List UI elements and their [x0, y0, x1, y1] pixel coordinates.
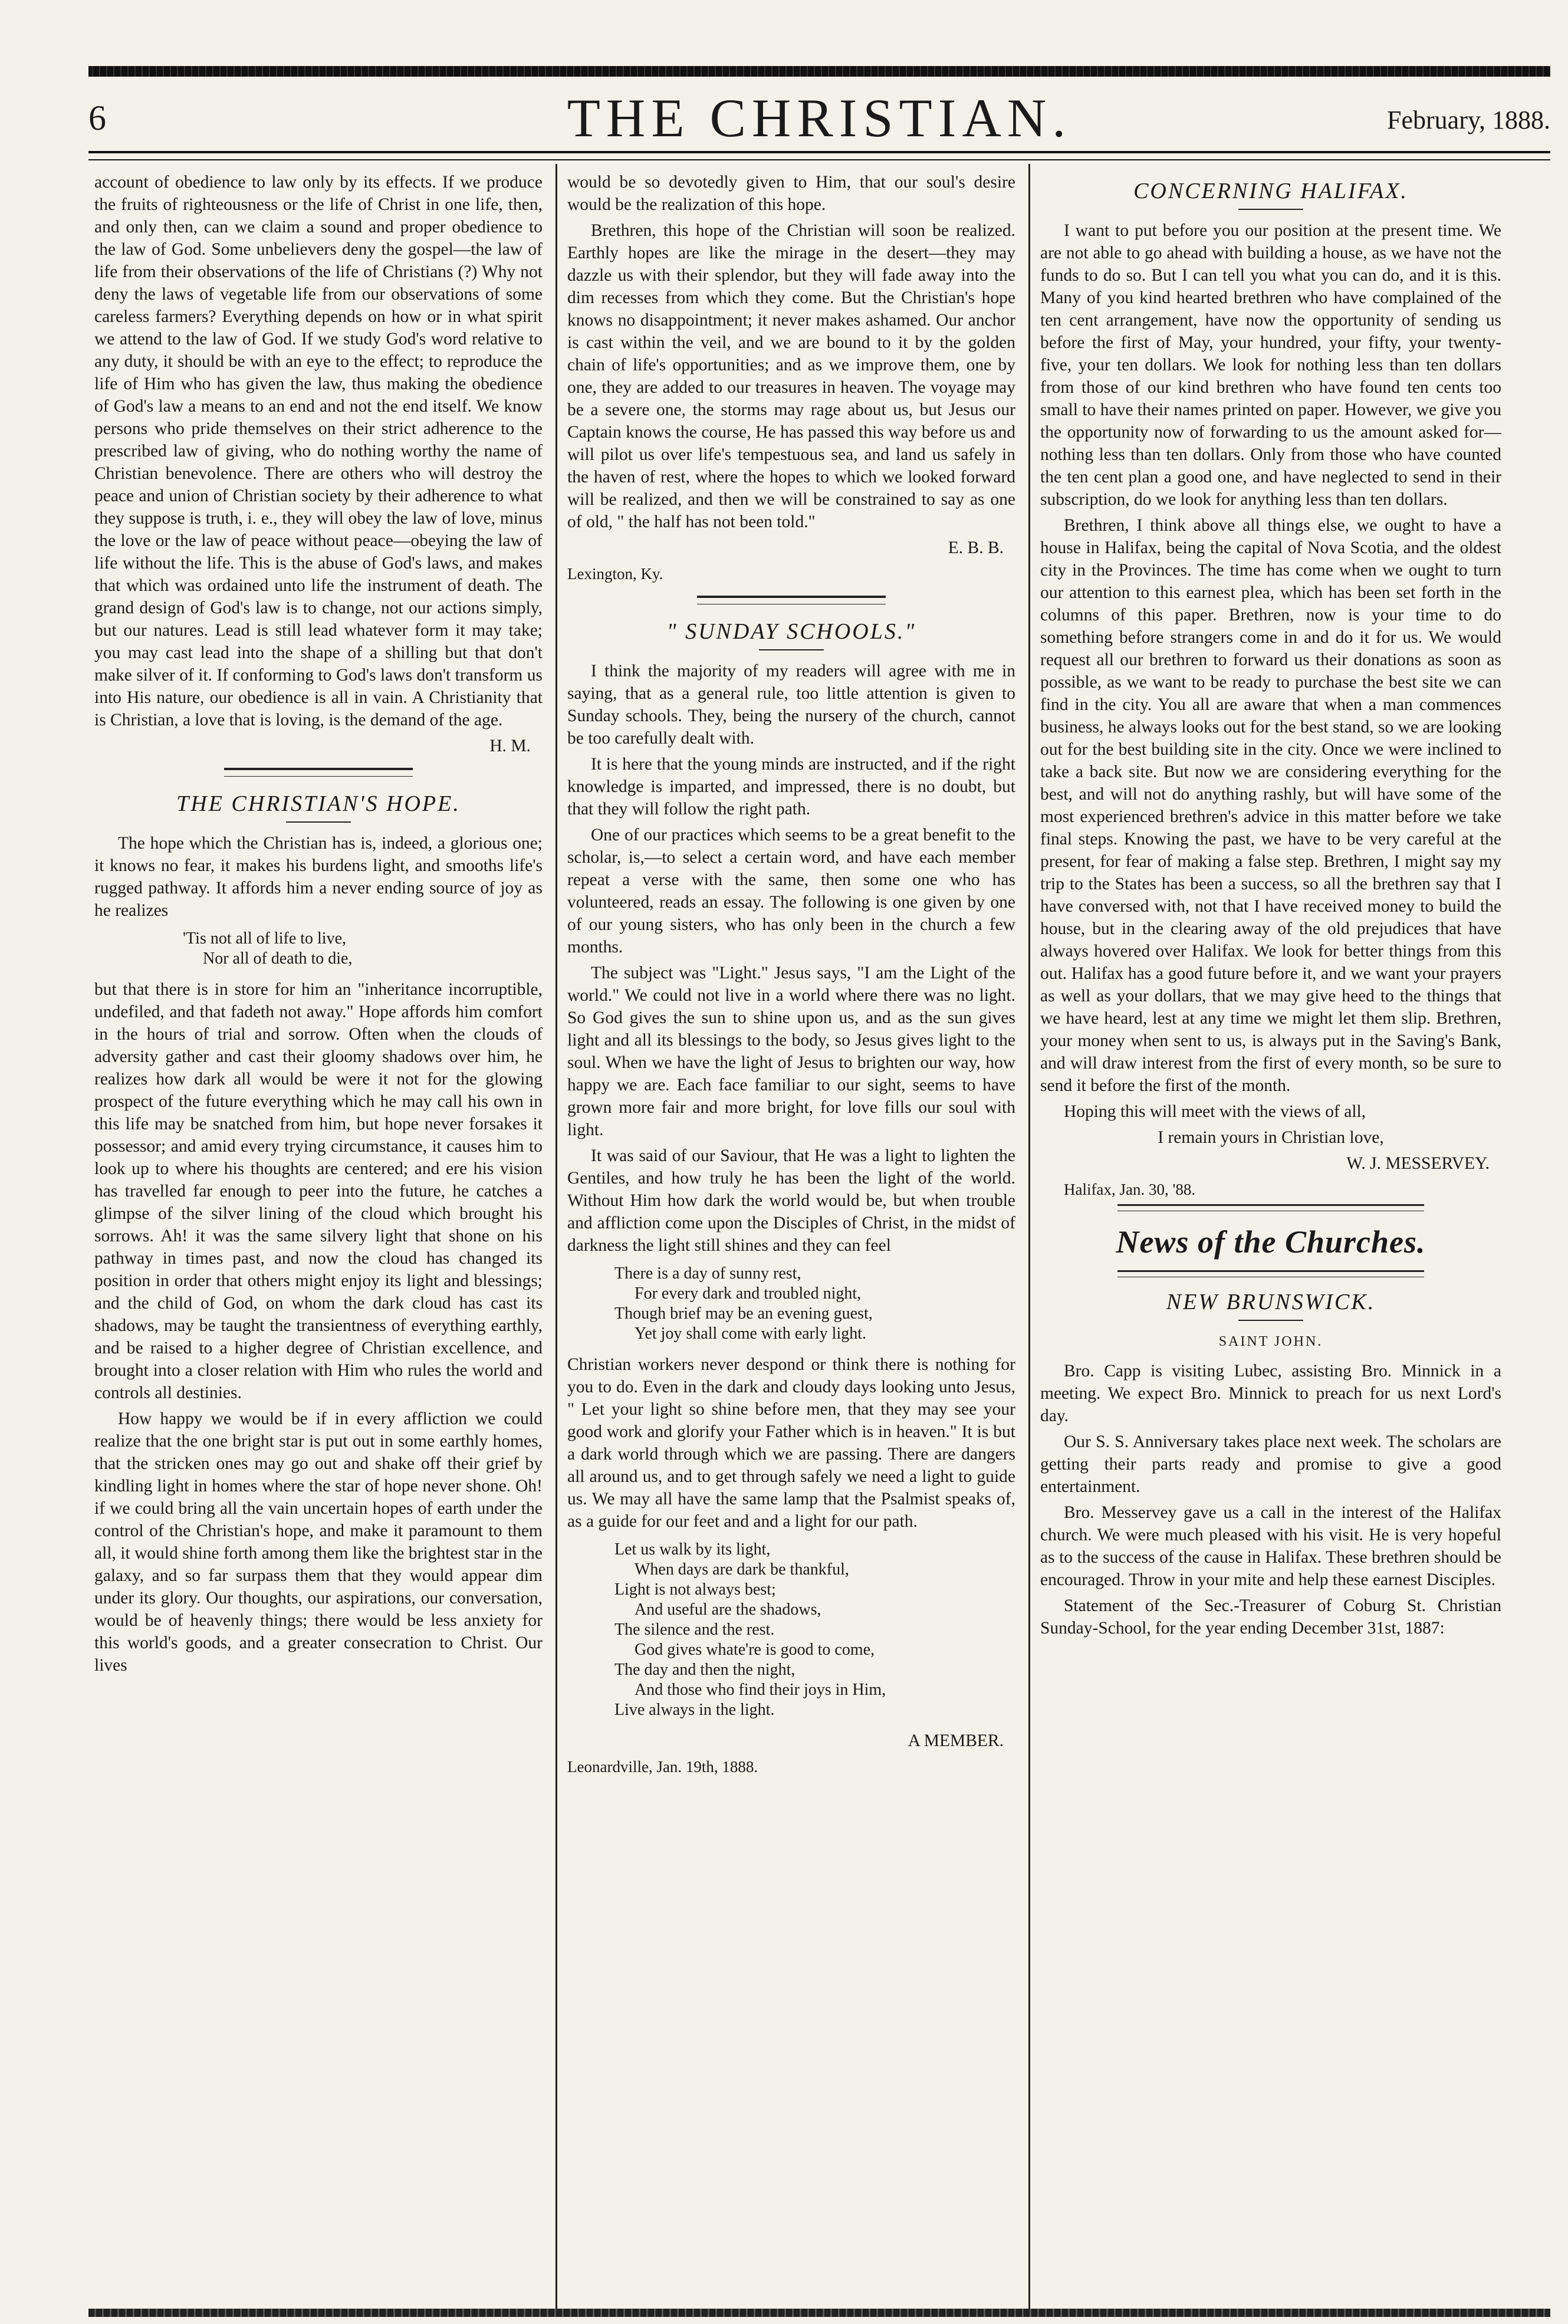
- verse-line: Nor all of death to die,: [203, 949, 353, 968]
- article-paragraph: Hoping this will meet with the views of all,: [1064, 1102, 1366, 1121]
- header-rule-thin: [88, 159, 1550, 160]
- section-divider: [224, 768, 413, 777]
- title-underline: [759, 649, 824, 650]
- page-number: 6: [88, 98, 106, 137]
- poem-line: Light is not always best;: [614, 1580, 776, 1599]
- article-paragraph: Brethren, this hope of the Christian will soon be realized. Earthly hopes are like the mirage in the desert—they may dazzle us with their splendor, but they will fade away into the dim recesses from which they come. But the Christian's hope knows no disappointment; it never makes ashamed. Our anchor is cast within the veil, and we are bound to it by the golden chain of life's opportunities; and as we improve them, one by one, they are added to our treasures in heaven. The voyage may be a severe one, the storms may rage about us, but Jesus our Captain knows the course, He has passed this way before us and will pilot us over life's tempestuous sea, and land us safely in the haven of rest, where the hopes to which we looked forward will be realized, and then we will be constrained to say as one of old, " the half has not been told.": [567, 221, 1015, 531]
- poem-line: The silence and the rest.: [614, 1620, 775, 1639]
- article-dateline: Lexington, Ky.: [567, 565, 663, 583]
- verse-quote: [94, 929, 543, 969]
- column-divider: [555, 164, 557, 2312]
- article-paragraph: Christian workers never despond or think there is nothing for you to do. Even in the dark and cloudy days looking unto Jesus, " Let your light so shine before men, that they may see your good work and glorify your Father which is in heaven." It is but a dark world through which we are passing. There are dangers all around us, and to get through safely we need a light to guide us. We may all have the same lamp that the Psalmist speaks of, as a guide for our feet and and a light for our path.: [567, 1355, 1015, 1531]
- poem-line: Live always in the light.: [614, 1701, 775, 1719]
- section-heading-news: News of the Churches.: [1116, 1224, 1426, 1260]
- article-dateline: Halifax, Jan. 30, '88.: [1064, 1181, 1196, 1198]
- verse-line: 'Tis not all of life to live,: [183, 929, 347, 948]
- poem-line: Though brief may be an evening guest,: [614, 1304, 873, 1323]
- letter-closing: I remain yours in Christian love,: [1158, 1128, 1384, 1147]
- title-underline: [1238, 209, 1303, 210]
- header-rule: [88, 151, 1550, 153]
- article-title-christians-hope: THE CHRISTIAN'S HOPE.: [176, 791, 461, 816]
- article-paragraph: but that there is in store for him an "inheritance incorruptible, undefiled, and that fadeth not away." Hope affords him comfort in the hours of trial and sorrow. Often when the clouds of adversity gather and cast their gloomy shadows over him, he realizes how dark all would be were it not for the glowing prospect of the future everything which he may call his own in this life may be snatched from him, but hope never forsakes it possessor; and amid every trying circumstance, it causes him to look up to where his thoughts are centered; and ere his vision has travelled far enough to peer into the future, he catches a glimpse of the silver lining of the cloud which brought his sorrows. Ah! it was the same silvery light that shone on his pathway in times past, and now the cloud has changed its position in order that others might enjoy its light and blessings; and the child of God, on whom the dark cloud has cast its shadows, may be taught the transientness of everything earthly, and be raised to a higher degree of Christian excellence, and brought into a closer relation with Him who rules the world and controls all destinies.: [94, 980, 543, 1402]
- news-item: Statement of the Sec.-Treasurer of Coburg St. Christian Sunday-School, for the year ending December 31st, 1887:: [1040, 1596, 1501, 1638]
- article-paragraph: The hope which the Christian has is, indeed, a glorious one; it knows no fear, it makes his burdens light, and smooths life's rugged pathway. It affords him a never ending source of joy as he realizes: [94, 834, 543, 920]
- section-divider: [697, 596, 886, 604]
- article-title-sunday-schools: " SUNDAY SCHOOLS.": [666, 619, 916, 644]
- news-item: Our S. S. Anniversary takes place next week. The scholars are getting their parts ready and promise to give a good entertainment.: [1040, 1432, 1501, 1496]
- article-paragraph: One of our practices which seems to be a great benefit to the scholar, is,—to select a certain word, and have each member repeat a verse with the same, then some one who has volunteered, reads an essay. The following is one given by one of our young sisters, who has only been in the church a few months.: [567, 826, 1015, 956]
- article-paragraph: I want to put before you our position at the present time. We are not able to go ahead with building a house, as we have not the funds to do so. But I can tell you what you can do, and it is this. Many of you kind hearted brethren who have complained of the ten cent arrangement, have now the opportunity of sending us before the first of May, your hundred, your fifty, your twenty-five, your ten dollars. We look for nothing less than ten dollars from those of our kind brethren who have found ten cents too small to have their names printed on paper. However, we give you the opportunity now of forwarding to us the amount asked for—nothing less than ten dollars. Only from those who have counted the ten cent plan a good one, and have neglected to send in their subscription, do we look for anything less than ten dollars.: [1040, 221, 1501, 509]
- masthead: [88, 88, 1550, 147]
- poem-line: For every dark and troubled night,: [635, 1284, 862, 1303]
- article-paragraph: It was said of our Saviour, that He was a light to lighten the Gentiles, and how truly he has been the light of the world. Without Him how dark the world would be, but when trouble and affliction come upon the Disciples of Christ, in the midst of darkness the light still shines and they can feel: [567, 1146, 1015, 1255]
- poem-line: And useful are the shadows,: [635, 1600, 821, 1619]
- article-paragraph: It is here that the young minds are instructed, and if the right knowledge is imparted, and impressed, there is no doubt, but that they will follow the right path.: [567, 755, 1015, 819]
- article-paragraph: would be so devotedly given to Him, that our soul's desire would be the realization of this hope.: [567, 173, 1015, 214]
- poem-line: Let us walk by its light,: [614, 1540, 771, 1559]
- subsection-title-new-brunswick: NEW BRUNSWICK.: [1166, 1290, 1376, 1314]
- poem-line: The day and then the night,: [614, 1661, 795, 1679]
- article-signature: E. B. B.: [948, 538, 1004, 557]
- column-2: [567, 171, 1015, 2318]
- poem-line: And those who find their joys in Him,: [635, 1681, 886, 1699]
- poem-walk-by-light: [567, 1540, 1015, 1720]
- news-item: Bro. Messervey gave us a call in the interest of the Halifax church. We were much pleased with his visit. He is very hopeful as to the success of the cause in Halifax. These brethren should be encouraged. Throw in your mite and help these earnest Disciples.: [1040, 1503, 1501, 1589]
- column-divider: [1028, 164, 1030, 2312]
- paper-title: THE CHRISTIAN.: [567, 88, 1072, 148]
- poem-line: When days are dark be thankful,: [635, 1560, 849, 1579]
- article-dateline: Leonardville, Jan. 19th, 1888.: [567, 1758, 758, 1776]
- column-3: [1040, 171, 1501, 2318]
- column-1: [94, 171, 543, 2318]
- article-signature: A MEMBER.: [908, 1731, 1004, 1750]
- section-divider: [1117, 1204, 1424, 1211]
- article-paragraph: I think the majority of my readers will agree with me in saying, that as a general rule, too little attention is given to Sunday schools. They, being the nursery of the church, cannot be too carefully dealt with.: [567, 662, 1015, 748]
- bottom-border-rule: [88, 2309, 1550, 2317]
- title-underline: [286, 821, 351, 823]
- article-signature: H. M.: [489, 737, 531, 755]
- article-paragraph: account of obedience to law only by its effects. If we produce the fruits of righteousness or the life of Christ in one life, then, and only then, can we claim a sound and proper obedience to the law of God. Some unbelievers deny the gospel—the law of life from their observations of the life of Christians (?) Why not deny the laws of vegetable life from our observations of some careless farmers? Everything depends on how or in what spirit we attend to the law of God. If we study God's word relative to any duty, it should be with an eye to the effect; to reproduce the life of Him who has given the law, thus making the obedience of God's law a means to an end and not the end itself. We know persons who pride themselves on their strict adherence to the prescribed law of giving, who do nothing worthy the name of Christian benevolence. There are others who will destroy the peace and union of Christian society by their adherence to what they suppose is truth, i. e., they will obey the law of love, minus the love or the law of peace without peace—obeying the law of life without the life. This is the abuse of God's laws, and makes that which was ordained unto life the instrument of death. The grand design of God's law is to change, not our actions simply, but our natures. Lead is still lead whatever form it may take; you may cast lead into the shape of a shilling but that don't make silver of it. If conforming to God's laws don't transform us into His nature, our obedience is all in vain. A Christianity that is Christian, a love that is loving, is the demand of the age.: [94, 173, 543, 729]
- locality-heading: SAINT JOHN.: [1218, 1334, 1323, 1349]
- poem-line: Yet joy shall come with early light.: [635, 1324, 866, 1343]
- title-underline: [1238, 1320, 1303, 1321]
- issue-date: February, 1888.: [1387, 106, 1550, 134]
- news-item: Bro. Capp is visiting Lubec, assisting Bro. Minnick in a meeting. We expect Bro. Minnick to preach for us next Lord's day.: [1040, 1362, 1501, 1425]
- top-border-rule: [88, 66, 1550, 77]
- article-paragraph: How happy we would be if in every affliction we could realize that the one bright star is put out in some earthly homes, that the stricken ones may go out and shake off their grief by kindling light in homes where the star of hope never shone. Oh! if we could bring all the vain uncertain hopes of earth under the control of the Christian's hope, and make it paramount to them all, it would shine forth among them like the brightest star in the galaxy, and so far surpass them that they would appear dim under its glory. Our thoughts, our aspirations, our conversation, would be of heavenly things; there would be less anxiety for this world's goods, and a greater consecration to Christ. Our lives: [94, 1409, 543, 1675]
- poem-line: There is a day of sunny rest,: [614, 1264, 801, 1283]
- section-divider: [1117, 1270, 1424, 1277]
- article-paragraph: Brethren, I think above all things else, we ought to have a house in Halifax, being the capital of Nova Scotia, and the oldest city in the Provinces. The time has come when we ought to turn our attention to this earnest plea, which has been set forth in the columns of this paper. Brethren, now is your time to do something before strangers come in and do it for us. We would request all our brethren to forward us their donations as soon as possible, as we want to be ready to purchase the best site we can find in the city. You all are aware that when a man commences business, he always looks out for the best stand, so we are looking out for the best building site in the city. Once we were inclined to take a back site. But now we are considering everything for the best, and will not do anything rashly, but will have some of the most experienced brethren's advice in this matter before we take final steps. Knowing the past, we have to be very careful at the present, for fear of making a false step. Brethren, I might say my trip to the States has been a success, so all the brethren say that I have conversed with, not that I have received money to build the house, but in the clearing away of the old prejudices that have always hovered over Halifax. We look for better things from this out. Halifax has a good future before it, and we want your prayers as well as your dollars, that we may give heed to the things that we have heard, lest at any time we might let them slip. Brethren, your money when sent to us, is always put in the Saving's Bank, and will draw interest from the first of every month, so be sure to send it before the first of the month.: [1040, 516, 1501, 1095]
- poem-sunny-rest: [567, 1264, 1015, 1344]
- poem-line: God gives whate're is good to come,: [635, 1641, 875, 1659]
- article-signature: W. J. MESSERVEY.: [1346, 1154, 1490, 1173]
- article-title-concerning-halifax: CONCERNING HALIFAX.: [1133, 179, 1408, 203]
- article-paragraph: The subject was "Light." Jesus says, "I am the Light of the world." We could not live in a world where there was no light. So God gives the sun to shine upon us, and as the sun gives light and all its blessings to the body, so Jesus gives light to the soul. When we have the light of Jesus to brighten our way, how happy we are. Each face familiar to our sight, seems to have grown more fair and more bright, for love fills our soul with light.: [567, 964, 1015, 1139]
